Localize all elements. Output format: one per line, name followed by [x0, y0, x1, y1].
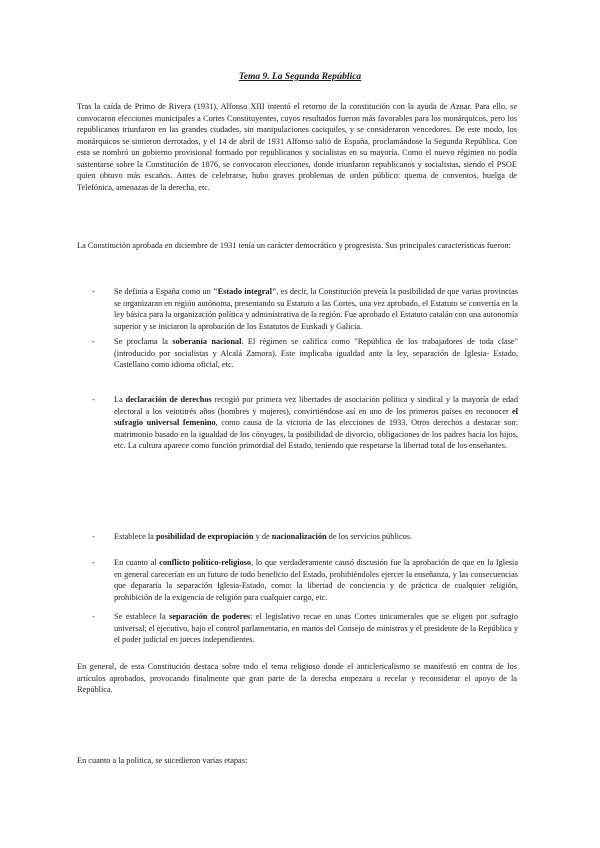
bold-term: nacionalización: [271, 532, 327, 541]
text-run: La: [114, 395, 126, 404]
text-run: . El régimen se califica como "República de los trabajadores de toda clase" (introducido por socialistas y Alcalá Zamora). Este implicaba igualdad ante la ley, separación de Iglesia- Estado, Castellano como idioma oficial, etc.: [114, 337, 518, 369]
text-run: de los servicios públicos.: [326, 532, 413, 541]
list-item: [94, 394, 518, 452]
bold-term: separación de poderes: [169, 612, 251, 621]
text-run: recogió por primera vez libertades de asociación política y sindical y la mayoría de edad electoral a los veintitrés años (hombres y mujeres), convirtiéndose así en uno de los primeros países en reconocer: [114, 395, 518, 416]
bold-term: soberanía nacional: [172, 337, 242, 346]
list-item: [94, 286, 518, 332]
list-item: [94, 531, 518, 543]
text-run: Se proclama la: [114, 337, 173, 346]
list-dash: -: [92, 287, 95, 296]
text-run: Establece la: [114, 532, 156, 541]
text-run: , como causa de la victoria de las elecciones de 1933. Otros derechos a destacar son: matrimonio basado en la igualdad de los cónyuges, la posibilidad de divorcio, obligaciones de los padres hacia los hijos, etc. La cultura aparece como función primordial del Estado, teniendo que respetarse la libertad total de los enseñantes.: [114, 418, 518, 450]
list-dash: -: [92, 337, 95, 346]
text-run: y de: [253, 532, 272, 541]
text-run: Se establece la: [114, 612, 170, 621]
list-item: [94, 557, 518, 603]
list-item: [94, 611, 518, 646]
bold-term: conflicto político-religioso: [159, 558, 252, 567]
text-run: Se definía a España como un: [114, 287, 213, 296]
bold-term: declaración de derechos: [125, 395, 212, 404]
politics-paragraph: En cuanto a la política, se sucedieron varias etapas:: [77, 756, 248, 765]
list-item-text: [114, 286, 518, 332]
list-item: [94, 336, 518, 371]
list-item-text: [114, 336, 518, 371]
text-run: : el legislativo recae en unas Cortes unicamerales que se eligen por sufragio universal; el ejecutivo, bajo el control parlamentario, en manos del Consejo de ministros y el presidente de la República y el poder judicial en jueces independientes.: [114, 612, 518, 644]
list-dash: -: [92, 395, 95, 404]
list-dash: -: [92, 558, 95, 567]
page-title: Tema 9. La Segunda República: [238, 72, 362, 82]
text-run: , es decir, la Constitución preveía la posibilidad de que varias provincias se organizaran en región autónoma, presentando su Estatuto a las Cortes, una vez aprobado, el Estatuto se convertía en la ley básica para la organización política y administrativa de la región. Fue aprobado el Estatuto catalán con una autonomía superior y se iniciaron la aprobación de los Estatutos de Euskadi y Galicia.: [114, 287, 518, 331]
list-dash: -: [92, 612, 95, 621]
bold-term: "Estado integral": [212, 287, 277, 296]
list-item-text: [114, 394, 518, 452]
intro-paragraph: Tras la caída de Primo de Rivera (1931), Alfonso XIII intentó el retorno de la constitución con la ayuda de Aznar. Para ello, se convocaron elecciones municipales a Cortes Constituyentes, cuyos resultados fueron más favorables para los monárquicos, pero los republicanos triunfaron en las grandes ciudades, sin manipulaciones caciquiles, y se consideraron vencedores. De este modo, los monárquicos se sintieron derrotados, y el 14 de abril de 1931 Alfonso salió de España, proclamándose la Segunda República. Con esta se nombró un gobierno provisional formado por republicanos y socialistas en su mayoría. Como el nuevo régimen no podía sustentarse sobre la Constitución de 1876, se convocaron elecciones, donde triunfaron republicanos y socialistas, siendo el PSOE quien obtuvo más escaños. Antes de celebrarse, hubo graves problemas de orden público: quema de conventos, huelga de Telefónica, amenazas de la derecha, etc.: [77, 102, 517, 192]
list-item-text: [114, 611, 518, 646]
constitution-paragraph: La Constitución aprobada en diciembre de 1931 tenía un carácter democrático y progresista. Sus principales características fueron:: [77, 241, 511, 250]
list-item-text: [114, 531, 518, 543]
text-run: , lo que verdaderamente causó discusión fue la aprobación de que en la Iglesia en general carecerían en un futuro de todo beneficio del Estado, prohibiéndoles ejercer la enseñanza, y las consecuencias que depararía la separación Iglesia-Estado, como: la libertad de conciencia y de práctica de cualquier religión, prohibición de la exigencia de religión para cualquier cargo, etc.: [114, 558, 519, 602]
text-run: En cuanto al: [114, 558, 160, 567]
bold-term: posibilidad de expropiación: [155, 532, 254, 541]
list-item-text: [114, 557, 518, 603]
list-dash: -: [92, 532, 95, 541]
summary-paragraph: En general, de esta Constitución destaca sobre todo el tema religioso donde el anticlericalismo se manifestó en contra de los artículos aprobados, provocando finalmente que gran parte de la derecha empezara a recelar y reconsiderar el apoyo de la República.: [77, 662, 517, 694]
bold-term: el sufragio universal femenino: [114, 406, 518, 427]
